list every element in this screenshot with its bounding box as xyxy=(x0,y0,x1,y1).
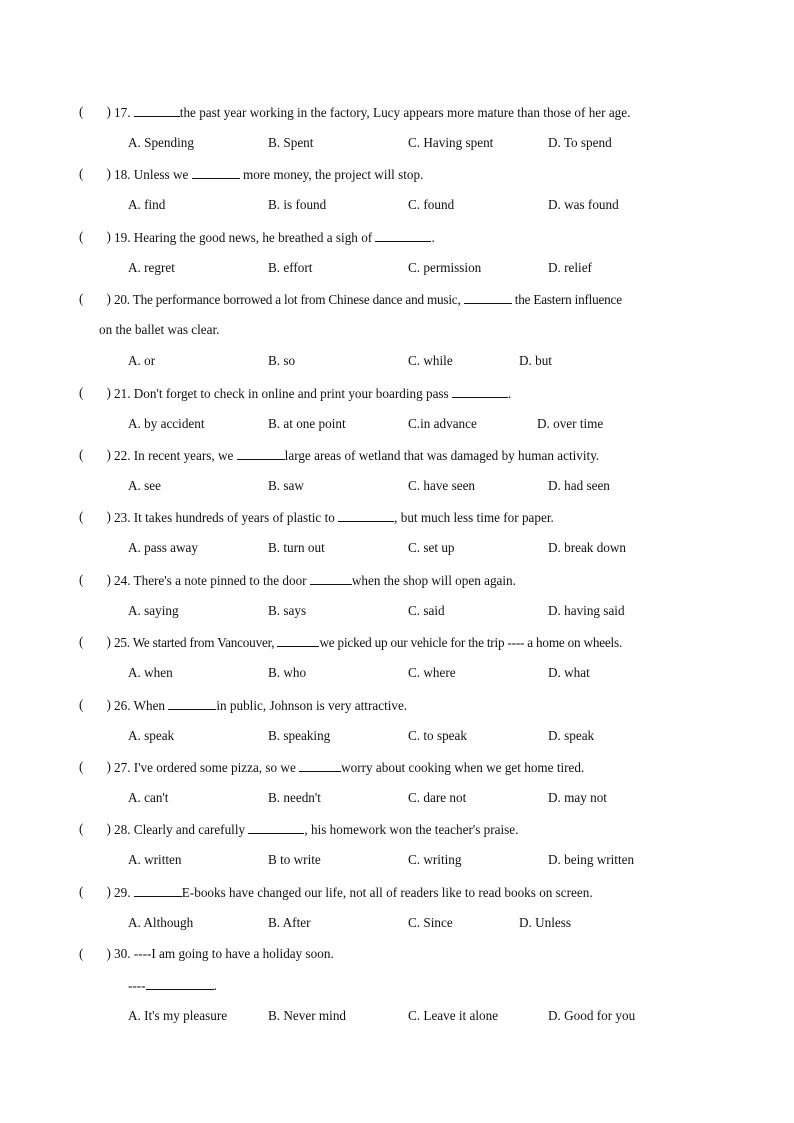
answer-bracket[interactable]: ( ) xyxy=(79,104,111,119)
answer-bracket[interactable]: ( ) xyxy=(79,509,111,524)
option-a[interactable]: A. speak xyxy=(128,728,175,743)
option-b[interactable]: B. effort xyxy=(268,260,313,275)
option-d[interactable]: D. Unless xyxy=(519,915,572,930)
answer-bracket[interactable]: ( ) xyxy=(79,385,111,400)
question-text: 27. I've ordered some pizza, so we worry about cooking when we get home tired. xyxy=(114,757,584,778)
option-d[interactable]: D. was found xyxy=(548,197,619,212)
option-a[interactable]: A. can't xyxy=(128,790,169,805)
question-30-response xyxy=(0,975,794,995)
option-a[interactable]: A. see xyxy=(128,478,161,493)
option-b[interactable]: B. turn out xyxy=(268,540,325,555)
answer-blank[interactable] xyxy=(168,695,216,710)
option-c[interactable]: C. to speak xyxy=(408,728,467,743)
question-text: 21. Don't forget to check in online and print your boarding pass . xyxy=(114,383,511,404)
answer-blank[interactable] xyxy=(134,882,182,897)
option-a[interactable]: A. Spending xyxy=(128,135,194,150)
option-b[interactable]: B. at one point xyxy=(268,416,346,431)
dialogue-response: ---- . xyxy=(128,975,217,996)
answer-blank[interactable] xyxy=(237,445,285,460)
option-b[interactable]: B. needn't xyxy=(268,790,321,805)
answer-bracket[interactable]: ( ) xyxy=(79,572,111,587)
answer-blank[interactable] xyxy=(310,570,352,585)
option-b[interactable]: B to write xyxy=(268,852,321,867)
options-20 xyxy=(0,351,794,371)
question-19 xyxy=(0,227,794,247)
option-d[interactable]: D. had seen xyxy=(548,478,610,493)
answer-bracket[interactable]: ( ) xyxy=(79,229,111,244)
options-27 xyxy=(0,788,794,808)
question-20-continued xyxy=(0,320,794,340)
question-27 xyxy=(0,757,794,777)
question-text: 30. ----I am going to have a holiday soon. xyxy=(114,946,334,961)
option-c[interactable]: C. found xyxy=(408,197,455,212)
option-b[interactable]: B. says xyxy=(268,603,307,618)
option-a[interactable]: A. It's my pleasure xyxy=(128,1008,228,1023)
answer-bracket[interactable]: ( ) xyxy=(79,759,111,774)
question-text: 18. Unless we more money, the project will stop. xyxy=(114,164,423,185)
option-c[interactable]: C. Having spent xyxy=(408,135,494,150)
question-17 xyxy=(0,102,794,122)
option-c[interactable]: C. Since xyxy=(408,915,453,930)
question-23 xyxy=(0,507,794,527)
option-b[interactable]: B. Spent xyxy=(268,135,314,150)
options-26 xyxy=(0,726,794,746)
option-a[interactable]: A. saying xyxy=(128,603,179,618)
question-30 xyxy=(0,944,794,964)
question-29 xyxy=(0,882,794,902)
question-text: 22. In recent years, we large areas of wetland that was damaged by human activity. xyxy=(114,445,599,466)
option-c[interactable]: C. Leave it alone xyxy=(408,1008,499,1023)
answer-blank[interactable] xyxy=(146,975,214,990)
options-23 xyxy=(0,538,794,558)
option-a[interactable]: A. by accident xyxy=(128,416,205,431)
options-18 xyxy=(0,195,794,215)
option-d[interactable]: D. break down xyxy=(548,540,627,555)
option-c[interactable]: C. where xyxy=(408,665,456,680)
option-d[interactable]: D. being written xyxy=(548,852,635,867)
question-text: 23. It takes hundreds of years of plastic to , but much less time for paper. xyxy=(114,507,554,528)
options-28 xyxy=(0,850,794,870)
options-29 xyxy=(0,913,794,933)
option-b[interactable]: B. saw xyxy=(268,478,304,493)
option-c[interactable]: C. while xyxy=(408,353,453,368)
options-30 xyxy=(0,1006,794,1026)
option-b[interactable]: B. is found xyxy=(268,197,327,212)
option-d[interactable]: D. relief xyxy=(548,260,592,275)
options-19 xyxy=(0,258,794,278)
options-21 xyxy=(0,414,794,434)
answer-bracket[interactable]: ( ) xyxy=(79,634,111,649)
question-text: 29. E-books have changed our life, not all of readers like to read books on screen. xyxy=(114,882,593,903)
option-c[interactable]: C. writing xyxy=(408,852,462,867)
answer-bracket[interactable]: ( ) xyxy=(79,884,111,899)
answer-bracket[interactable]: ( ) xyxy=(79,291,111,306)
question-24 xyxy=(0,570,794,590)
question-text: 20. The performance borrowed a lot from Chinese dance and music, the Eastern influence xyxy=(114,289,622,310)
answer-bracket[interactable]: ( ) xyxy=(79,447,111,462)
option-a[interactable]: A. find xyxy=(128,197,166,212)
question-text-continued: on the ballet was clear. xyxy=(99,322,220,337)
option-a[interactable]: A. pass away xyxy=(128,540,198,555)
question-text: 25. We started from Vancouver, we picked up our vehicle for the trip ---- a home on wheels. xyxy=(114,632,622,653)
option-c[interactable]: C. have seen xyxy=(408,478,476,493)
option-c[interactable]: C.in advance xyxy=(408,416,477,431)
question-text: 24. There's a note pinned to the door when the shop will open again. xyxy=(114,570,516,591)
answer-blank[interactable] xyxy=(248,819,304,834)
answer-bracket[interactable]: ( ) xyxy=(79,697,111,712)
option-b[interactable]: B. so xyxy=(268,353,296,368)
option-c[interactable]: C. set up xyxy=(408,540,455,555)
options-22 xyxy=(0,476,794,496)
option-b[interactable]: B. Never mind xyxy=(268,1008,347,1023)
answer-blank[interactable] xyxy=(375,227,431,242)
option-a[interactable]: A. when xyxy=(128,665,173,680)
option-c[interactable]: C. permission xyxy=(408,260,482,275)
option-d[interactable]: D. speak xyxy=(548,728,595,743)
answer-bracket[interactable]: ( ) xyxy=(79,946,111,961)
question-21 xyxy=(0,383,794,403)
answer-blank[interactable] xyxy=(134,102,180,117)
option-d[interactable]: D. but xyxy=(519,353,552,368)
options-17 xyxy=(0,133,794,153)
question-18 xyxy=(0,164,794,184)
question-22 xyxy=(0,445,794,465)
answer-bracket[interactable]: ( ) xyxy=(79,166,111,181)
question-20 xyxy=(0,289,794,309)
answer-bracket[interactable]: ( ) xyxy=(79,821,111,836)
option-c[interactable]: C. said xyxy=(408,603,445,618)
option-d[interactable]: D. over time xyxy=(537,416,604,431)
question-26 xyxy=(0,695,794,715)
answer-blank[interactable] xyxy=(464,289,512,304)
question-text: 26. When in public, Johnson is very attractive. xyxy=(114,695,407,716)
question-28 xyxy=(0,819,794,839)
option-b[interactable]: B. After xyxy=(268,915,311,930)
options-24 xyxy=(0,601,794,621)
option-a[interactable]: A. Although xyxy=(128,915,194,930)
option-a[interactable]: A. written xyxy=(128,852,182,867)
answer-blank[interactable] xyxy=(277,632,319,647)
option-d[interactable]: D. having said xyxy=(548,603,625,618)
answer-blank[interactable] xyxy=(299,757,341,772)
option-d[interactable]: D. Good for you xyxy=(548,1008,636,1023)
option-d[interactable]: D. may not xyxy=(548,790,607,805)
option-b[interactable]: B. who xyxy=(268,665,307,680)
option-a[interactable]: A. or xyxy=(128,353,156,368)
question-text: 17. the past year working in the factory, Lucy appears more mature than those of her age. xyxy=(114,102,630,123)
question-text: 19. Hearing the good news, he breathed a sigh of . xyxy=(114,227,435,248)
answer-blank[interactable] xyxy=(192,164,240,179)
answer-blank[interactable] xyxy=(338,507,394,522)
option-c[interactable]: C. dare not xyxy=(408,790,467,805)
answer-blank[interactable] xyxy=(452,383,508,398)
option-d[interactable]: D. To spend xyxy=(548,135,612,150)
option-d[interactable]: D. what xyxy=(548,665,590,680)
option-a[interactable]: A. regret xyxy=(128,260,175,275)
options-25 xyxy=(0,663,794,683)
option-b[interactable]: B. speaking xyxy=(268,728,331,743)
question-text: 28. Clearly and carefully , his homework won the teacher's praise. xyxy=(114,819,518,840)
question-25 xyxy=(0,632,794,652)
